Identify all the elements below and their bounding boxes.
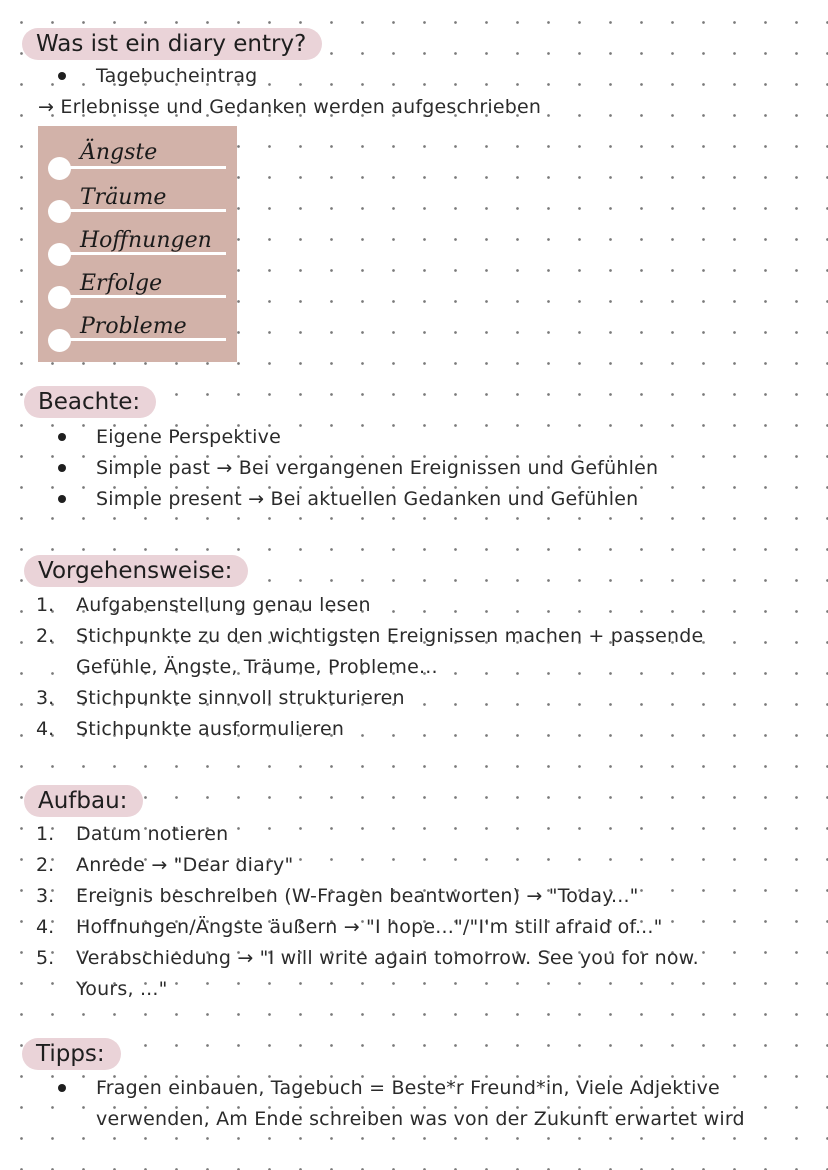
card-hole-icon bbox=[48, 200, 71, 223]
list-number: 4. bbox=[36, 916, 55, 938]
beachte-item-2: Simple past → Bei vergangenen Ereignissen und Gefühlen bbox=[96, 457, 659, 479]
aufbau-step-2: Anrede → "Dear diary" bbox=[76, 854, 294, 876]
vorgehen-step-2-continued: Gefühle, Ängste, Träume, Probleme... bbox=[76, 656, 438, 678]
card-hole-icon bbox=[48, 329, 71, 352]
aufbau-step-4: Hoffnungen/Ängste äußern → "I hope..."/"I'm still afraid of..." bbox=[76, 916, 663, 938]
aufbau-step-5: Verabschiedung → "I will write again tomorrow. See you for now. bbox=[76, 947, 699, 969]
card-row bbox=[38, 183, 237, 219]
card-word-probleme: Probleme bbox=[80, 314, 187, 339]
aufbau-step-1: Datum notieren bbox=[76, 823, 229, 845]
vorgehen-step-2: Stichpunkte zu den wichtigsten Ereignissen machen + passende bbox=[76, 625, 704, 647]
card-line bbox=[60, 166, 226, 169]
beachte-item-1: Eigene Perspektive bbox=[96, 426, 281, 448]
list-number: 3. bbox=[36, 687, 55, 709]
card-row bbox=[38, 226, 237, 262]
card-word-aengste: Ängste bbox=[80, 140, 158, 165]
card-hole-icon bbox=[48, 157, 71, 180]
list-number: 4. bbox=[36, 718, 55, 740]
list-number: 1. bbox=[36, 823, 55, 845]
heading-aufbau: Aufbau: bbox=[24, 785, 143, 817]
card-row bbox=[38, 140, 237, 176]
bullet-dot bbox=[58, 464, 66, 472]
card-hole-icon bbox=[48, 243, 71, 266]
card-hole-icon bbox=[48, 286, 71, 309]
vorgehen-step-4: Stichpunkte ausformulieren bbox=[76, 718, 345, 740]
list-number: 2. bbox=[36, 854, 55, 876]
card-row bbox=[38, 269, 237, 305]
card-word-traeume: Träume bbox=[80, 185, 167, 210]
list-number: 1. bbox=[36, 594, 55, 616]
card-word-hoffnungen: Hoffnungen bbox=[80, 228, 212, 253]
heading-tipps: Tipps: bbox=[22, 1038, 121, 1070]
list-number: 5. bbox=[36, 947, 55, 969]
bullet-dot bbox=[58, 1084, 66, 1092]
vorgehen-step-3: Stichpunkte sinnvoll strukturieren bbox=[76, 687, 405, 709]
list-number: 2. bbox=[36, 625, 55, 647]
list-number: 3. bbox=[36, 885, 55, 907]
bullet-dot bbox=[58, 72, 66, 80]
tipps-line-2: verwenden, Am Ende schreiben was von der Zukunft erwartet wird bbox=[96, 1108, 745, 1130]
bullet-dot bbox=[58, 433, 66, 441]
vorgehen-step-1: Aufgabenstellung genau lesen bbox=[76, 594, 371, 616]
heading-beachte: Beachte: bbox=[24, 386, 156, 418]
aufbau-step-5-continued: Yours, ..." bbox=[76, 978, 168, 1000]
feelings-card bbox=[38, 126, 237, 362]
card-row bbox=[38, 312, 237, 348]
arrow-line-erlebnisse: → Erlebnisse und Gedanken werden aufgeschrieben bbox=[38, 96, 542, 118]
heading-what-is-diary-entry: Was ist ein diary entry? bbox=[22, 28, 322, 60]
aufbau-step-3: Ereignis beschreiben (W-Fragen beantworten) → "Today..." bbox=[76, 885, 639, 907]
heading-vorgehensweise: Vorgehensweise: bbox=[24, 555, 248, 587]
beachte-item-3: Simple present → Bei aktuellen Gedanken und Gefühlen bbox=[96, 488, 639, 510]
bullet-tagebucheintrag: Tagebucheintrag bbox=[96, 65, 258, 87]
tipps-line-1: Fragen einbauen, Tagebuch = Beste*r Freund*in, Viele Adjektive bbox=[96, 1077, 720, 1099]
bullet-dot bbox=[58, 495, 66, 503]
card-word-erfolge: Erfolge bbox=[80, 271, 163, 296]
